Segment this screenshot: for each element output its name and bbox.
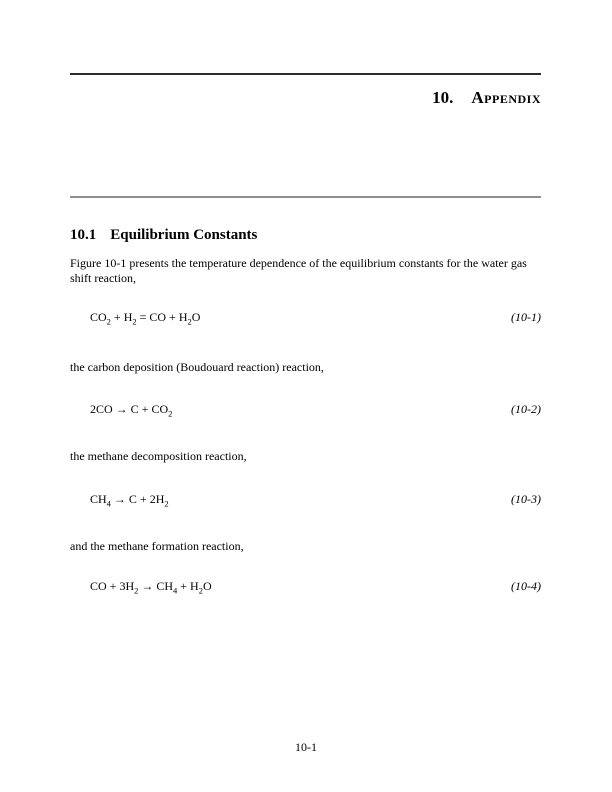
methane-decomposition-paragraph: the methane decomposition reaction, [70,449,247,463]
section-number: 10.1 [70,227,97,243]
equation-formula: CO + $3H_2 \to CH_4 + H_2O$ [90,579,212,596]
section-title: Equilibrium Constants [110,227,258,243]
section-divider [70,196,541,198]
equation-row [70,579,541,594]
equation-formula: $CO_2 + H_2$ = CO + $H_2O$ [90,310,201,327]
page-number: 10-1 [295,740,317,754]
intro-paragraph: Figure 10-1 presents the temperature dependence of the equilibrium constants for the water gas shift reaction, [70,256,527,285]
equation-formula: $2CO \to C + CO_2$ [90,402,173,419]
header-divider [70,73,541,75]
equation-row [70,492,541,507]
boudouard-paragraph: the carbon deposition (Boudouard reaction) reaction, [70,360,324,374]
chapter-heading [70,88,541,108]
equation-number: (10-2) [511,402,541,416]
equation-number: (10-4) [511,579,541,593]
equation-row [70,402,541,417]
equation-number: (10-3) [511,492,541,506]
equation-formula: $CH_4 \to C + 2H_2$ [90,492,169,509]
section-heading [70,226,541,244]
methane-formation-paragraph: and the methane formation reaction, [70,539,244,553]
equation-number: (10-1) [511,310,541,324]
equation-row [70,310,541,325]
chapter-number: 10. [432,88,454,107]
chapter-title: Appendix [471,88,541,107]
